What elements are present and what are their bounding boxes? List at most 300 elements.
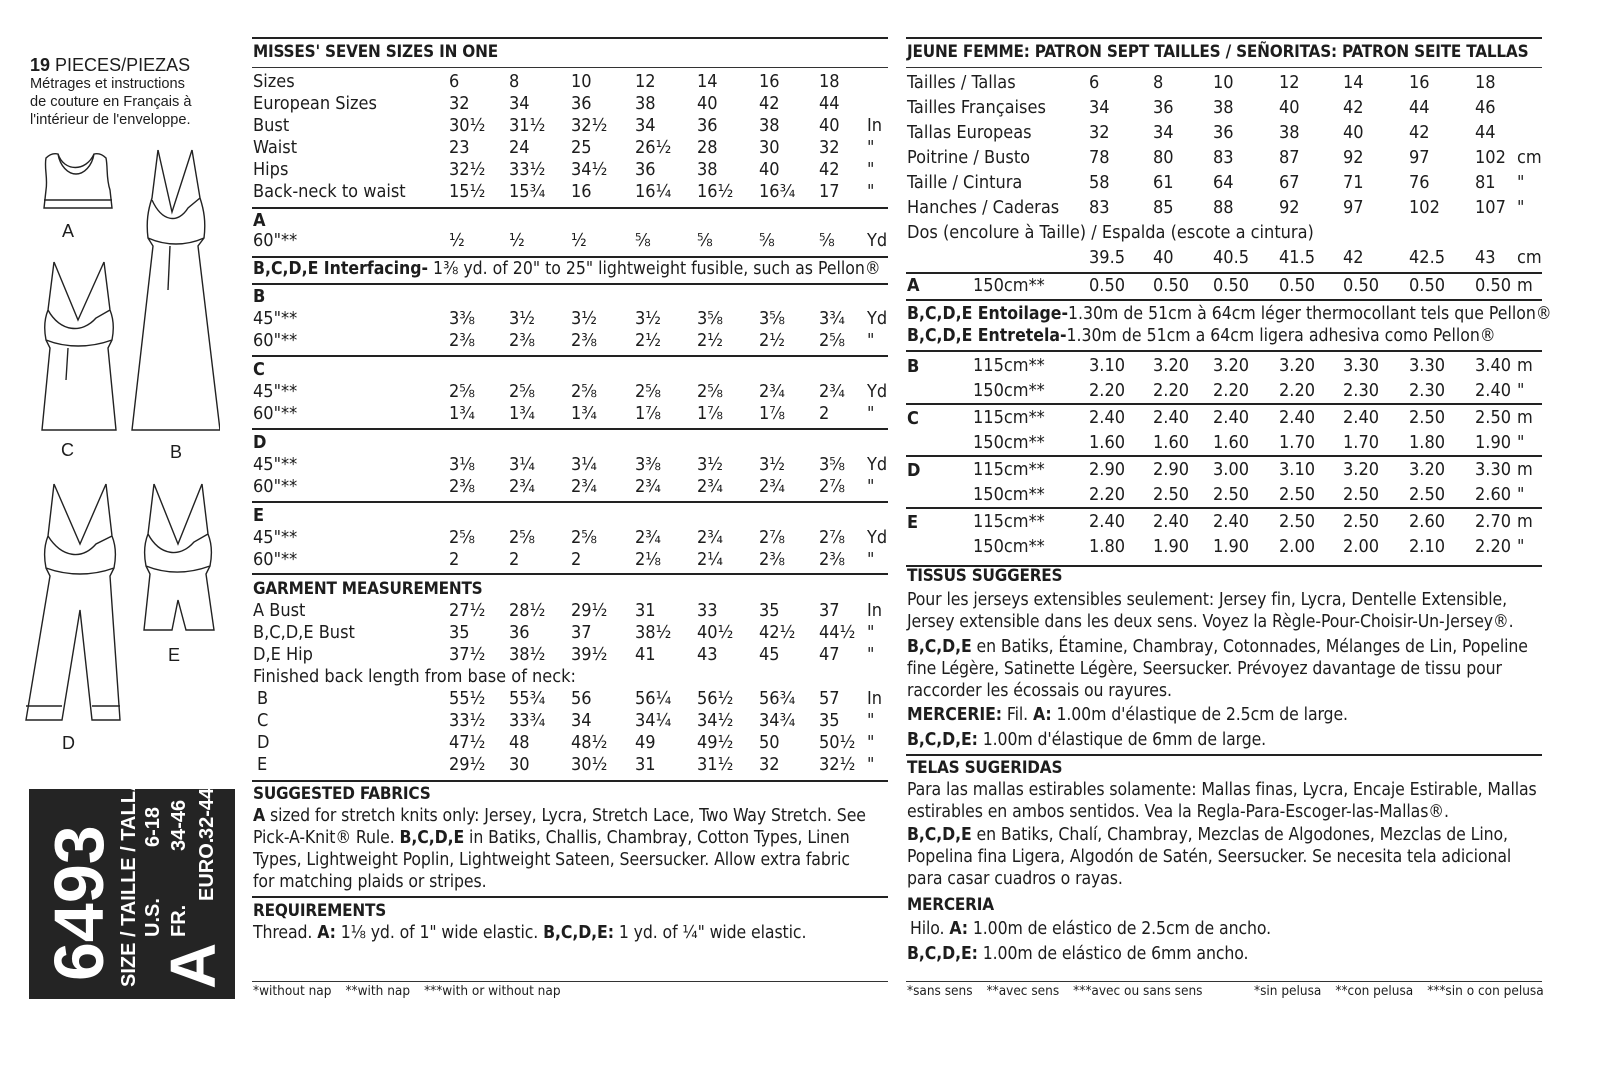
size-value: 2⅜: [449, 330, 475, 351]
size-value: 31½: [509, 115, 546, 136]
size-value: 25: [571, 137, 592, 158]
tissus-p1: Pour les jerseys extensibles seulement: Jersey fin, Lycra, Dentelle Extensible, Jersey extensible dans les deux sens. Voyez la Règle-Pour-Choisir-Un-Jersey®.: [907, 590, 1514, 632]
unit-label: ": [1517, 380, 1525, 401]
size-value: 43: [1475, 247, 1496, 268]
taille-row: [907, 72, 1543, 94]
size-value: 2⅜: [819, 549, 845, 570]
size-value: 2.20: [1153, 380, 1190, 401]
size-value: 33½: [449, 710, 486, 731]
size-value: 0.50: [1343, 275, 1380, 296]
size-box-graphic: [29, 789, 235, 999]
size-value: 2⅝: [509, 527, 535, 548]
dos-row: [907, 247, 1543, 269]
size-value: 8: [1153, 72, 1164, 93]
metrage-row: [907, 459, 1543, 481]
tissus-p2: B,C,D,E en Batiks, Étamine, Chambray, Cotonnades, Mélanges de Lin, Popeline fine Légère, Satinette Légère, Seersucker. Prévoyez davantage de tissu pour raccorder les écossais ou rayures.: [907, 637, 1528, 701]
yardage-row: [253, 454, 889, 476]
unit-label: ": [1517, 197, 1525, 218]
rule: [252, 896, 888, 898]
size-value: 102: [1475, 147, 1506, 168]
dos-label: [907, 222, 1543, 244]
size-value: ½: [449, 230, 465, 251]
size-value: 3.10: [1089, 355, 1126, 376]
size-value: 97: [1409, 147, 1430, 168]
size-row: [253, 93, 889, 115]
size-value: 3.10: [1279, 459, 1316, 480]
size-value: 2⅜: [509, 330, 535, 351]
size-value: 2.40: [1089, 407, 1126, 428]
finished-length-row: [253, 754, 889, 776]
fabric-width: 115cm**: [973, 459, 1045, 480]
finished-length-row: [253, 710, 889, 732]
size-value: 16: [571, 181, 592, 202]
metrage-row: [907, 536, 1543, 558]
size-value: 2¾: [697, 476, 723, 497]
figure-label-d: D: [62, 733, 75, 753]
size-value: 2⅝: [449, 381, 475, 402]
size-value: 2¾: [635, 527, 661, 548]
size-value: 35: [449, 622, 470, 643]
size-value: 3.00: [1213, 459, 1250, 480]
size-value: 34: [635, 115, 656, 136]
size-value: 0.50: [1279, 275, 1316, 296]
size-value: 46: [1475, 97, 1496, 118]
merceria-line: Hilo. A: 1.00m de elástico de 2.5cm de ancho.: [910, 919, 1272, 939]
size-value: 0.50: [1475, 275, 1512, 296]
unit-label: ": [867, 330, 875, 351]
size-value: 38: [697, 159, 718, 180]
size-value: ½: [509, 230, 525, 251]
merceria-title: MERCERIA: [907, 895, 994, 915]
yardage-row: [253, 549, 889, 571]
size-value: 45: [759, 644, 780, 665]
size-value: 1¾: [509, 403, 535, 424]
size-value: 1.90: [1213, 536, 1250, 557]
size-value: 2¾: [759, 381, 785, 402]
size-value: 71: [1343, 172, 1364, 193]
unit-label: m: [1517, 275, 1533, 296]
size-value: 2⅝: [449, 527, 475, 548]
row-label: B: [257, 688, 269, 709]
unit-label: In: [867, 600, 883, 621]
size-value: 56: [571, 688, 592, 709]
unit-label: ": [1517, 536, 1525, 557]
unit-label: In: [867, 688, 883, 709]
size-value: 1⅞: [635, 403, 661, 424]
rule: [906, 981, 1542, 982]
size-value: 3.20: [1213, 355, 1250, 376]
size-value: 38: [635, 93, 656, 114]
metrage-row: [907, 407, 1543, 429]
size-value: 36: [1213, 122, 1234, 143]
size-value: 10: [1213, 72, 1234, 93]
euro-range: 32-44: [196, 789, 218, 839]
french-instructions-note: Métrages et instructions de couture en Français à l'intérieur de l'enveloppe.: [30, 76, 192, 128]
size-value: 88: [1213, 197, 1234, 218]
size-value: 32: [819, 137, 840, 158]
yardage-row: [253, 308, 889, 330]
row-label: 45"**: [253, 454, 298, 475]
size-value: 2.90: [1153, 459, 1190, 480]
size-value: 37: [819, 600, 840, 621]
view-label-text: E: [253, 505, 265, 526]
row-label: 60"**: [253, 330, 298, 351]
size-value: 39½: [571, 644, 608, 665]
size-value: 3½: [571, 308, 597, 329]
unit-label: Yd: [867, 527, 888, 548]
view-a-illustration: [44, 154, 112, 208]
size-value: 1.90: [1153, 536, 1190, 557]
rule: [906, 507, 1542, 509]
size-value: 1.60: [1153, 432, 1190, 453]
garment-measurements-table: [253, 600, 889, 780]
metrage-row: [907, 275, 1543, 297]
size-value: 3½: [635, 308, 661, 329]
size-value: 2.40: [1213, 407, 1250, 428]
size-value: 2.50: [1409, 407, 1446, 428]
view-c-illustration: [42, 262, 116, 430]
size-value: 15¾: [509, 181, 546, 202]
size-value: 42: [1409, 122, 1430, 143]
yardage-row: [253, 403, 889, 425]
row-label: Back-neck to waist: [253, 181, 406, 202]
size-value: 49: [635, 732, 656, 753]
rule: [906, 299, 1542, 301]
unit-label: ": [1517, 172, 1525, 193]
size-value: 2⅜: [449, 476, 475, 497]
size-value: 2⅞: [819, 527, 845, 548]
size-value: 2: [819, 403, 830, 424]
view-label: [253, 505, 889, 527]
size-value: 16¼: [635, 181, 672, 202]
figure-label-b: B: [170, 442, 183, 462]
size-value: 36: [1153, 97, 1174, 118]
unit-label: ": [867, 137, 875, 158]
rule: [252, 207, 888, 209]
rule: [906, 403, 1542, 405]
unit-label: Yd: [867, 308, 888, 329]
size-value: 29½: [571, 600, 608, 621]
yardage-row: [253, 381, 889, 403]
size-value: 92: [1343, 147, 1364, 168]
requirements-text: Thread. A: 1⅛ yd. of 1" wide elastic. B,C,D,E: 1 yd. of ¼" wide elastic.: [253, 923, 807, 943]
size-value: 29½: [449, 754, 486, 775]
size-value: 40: [697, 93, 718, 114]
metrage-row: [907, 484, 1543, 506]
rule: [252, 780, 888, 782]
unit-label: ": [867, 181, 875, 202]
suggested-fabrics-text: A sized for stretch knits only: Jersey, Lycra, Stretch Lace, Two Way Stretch. See Pick-A-Knit® Rule. B,C,D,E in Batiks, Challis, Chambray, Cotton Types, Linen Types, Lightweight Poplin, Lightweight Sateen, Seersucker. Allow extra fabric for matching plaids or stripes.: [253, 806, 866, 892]
size-value: 2.50: [1343, 511, 1380, 532]
row-label: Taille / Cintura: [907, 172, 1023, 193]
rule: [906, 455, 1542, 457]
size-value: 44: [819, 93, 840, 114]
size-value: 2⅞: [759, 527, 785, 548]
unit-label: Yd: [867, 230, 888, 251]
size-value: 44: [1475, 122, 1496, 143]
footnotes-fr: *sans sens **avec sens ***avec ou sans sens: [907, 983, 1203, 999]
size-value: 2.40: [1279, 407, 1316, 428]
row-label: Hips: [253, 159, 289, 180]
garment-measurements-title: GARMENT MEASUREMENTS: [253, 579, 483, 599]
size-label: SIZE / TAILLE / TALLA: [118, 789, 140, 987]
rule: [906, 37, 1542, 39]
size-value: 3½: [759, 454, 785, 475]
requirements-title: REQUIREMENTS: [253, 901, 387, 921]
size-value: 3⅜: [449, 308, 475, 329]
view-e-illustration: [144, 484, 214, 630]
size-value: 41.5: [1279, 247, 1316, 268]
rule: [906, 67, 1542, 68]
size-value: 17: [819, 181, 840, 202]
row-label: B,C,D,E Bust: [253, 622, 355, 643]
size-value: 1.60: [1213, 432, 1250, 453]
finished-length-row: [253, 688, 889, 710]
unit-label: Yd: [867, 454, 888, 475]
size-value: 44: [1409, 97, 1430, 118]
size-value: 16½: [697, 181, 734, 202]
unit-label: ": [867, 710, 875, 731]
size-value: 2⅝: [697, 381, 723, 402]
view-label-text: B: [253, 286, 266, 307]
size-value: 2: [449, 549, 460, 570]
size-value: 1.80: [1089, 536, 1126, 557]
row-label: 45"**: [253, 381, 298, 402]
size-value: 3.30: [1409, 355, 1446, 376]
size-value: 2.20: [1089, 484, 1126, 505]
size-value: 37: [571, 622, 592, 643]
size-value: 34: [1089, 97, 1110, 118]
size-value: 32: [759, 754, 780, 775]
size-value: 41: [635, 644, 656, 665]
size-value: 2¾: [819, 381, 845, 402]
size-value: 47: [819, 644, 840, 665]
size-value: 2.20: [1279, 380, 1316, 401]
size-value: 2.20: [1475, 536, 1512, 557]
fabric-width: 150cm**: [973, 432, 1045, 453]
size-value: 3¾: [819, 308, 845, 329]
row-label: 60"**: [253, 476, 298, 497]
view-label-text: B: [907, 356, 920, 377]
unit-label: m: [1517, 511, 1533, 532]
size-value: ⅝: [759, 230, 775, 251]
size-value: 44½: [819, 622, 856, 643]
size-value: 33¾: [509, 710, 546, 731]
size-value: 107: [1475, 197, 1506, 218]
row-label: Tallas Europeas: [907, 122, 1032, 143]
size-value: 2.50: [1153, 484, 1190, 505]
row-label: Tailles Françaises: [907, 97, 1046, 118]
size-value: 2: [509, 549, 520, 570]
row-label: 60"**: [253, 230, 298, 251]
size-value: 2⅜: [759, 549, 785, 570]
rule: [252, 355, 888, 357]
size-value: 1⅞: [697, 403, 723, 424]
rule: [252, 428, 888, 430]
view-a-metrage: [907, 274, 1543, 298]
size-value: 38½: [509, 644, 546, 665]
size-value: 40: [1279, 97, 1300, 118]
size-value: 2¾: [759, 476, 785, 497]
size-value: 0.50: [1213, 275, 1250, 296]
view-label: [253, 286, 889, 308]
unit-label: ": [867, 754, 875, 775]
size-value: 28½: [509, 600, 546, 621]
footnotes-en: *without nap **with nap ***with or without nap: [253, 983, 561, 999]
size-value: 40: [1343, 122, 1364, 143]
size-value: 2.30: [1343, 380, 1380, 401]
fr-label: FR.: [168, 904, 190, 937]
unit-label: m: [1517, 355, 1533, 376]
size-value: 56¾: [759, 688, 796, 709]
size-value: 67: [1279, 172, 1300, 193]
size-value: 34½: [697, 710, 734, 731]
size-value: 1.70: [1343, 432, 1380, 453]
view-label: [253, 432, 889, 454]
garment-row: [253, 622, 889, 644]
size-value: 2⅞: [819, 476, 845, 497]
size-value: 3⅛: [449, 454, 475, 475]
size-value: 0.50: [1089, 275, 1126, 296]
size-value: 24: [509, 137, 530, 158]
row-label: E: [257, 754, 268, 775]
size-value: 23: [449, 137, 470, 158]
garment-row: [253, 644, 889, 666]
yardage-row: [253, 330, 889, 352]
size-value: 97: [1343, 197, 1364, 218]
row-label: D,E Hip: [253, 644, 313, 665]
interfacing-line: B,C,D,E Interfacing- 1⅜ yd. of 20" to 25" lightweight fusible, such as Pellon®: [253, 259, 881, 279]
telas-p1: Para las mallas estirables solamente: Mallas finas, Lycra, Encaje Estirable, Mallas estirables en ambos sentidos. Vea la Regla-Para-Escoger-las-Mallas®.: [907, 780, 1537, 822]
size-value: 2¾: [509, 476, 535, 497]
mercerie-line: MERCERIE: Fil. A: 1.00m d'élastique de 2.5cm de large.: [907, 705, 1348, 725]
body-measurements-table: [253, 71, 889, 203]
unit-label: ": [1517, 432, 1525, 453]
size-value: 87: [1279, 147, 1300, 168]
size-value: 2.70: [1475, 511, 1512, 532]
size-value: 80: [1153, 147, 1174, 168]
telas-sugeridas-title: TELAS SUGERIDAS: [907, 758, 1063, 778]
mercerie-line-2: B,C,D,E: 1.00m d'élastique de 6mm de large.: [907, 730, 1267, 750]
size-value: 3⅝: [819, 454, 845, 475]
size-box: [29, 789, 235, 999]
metrage-row: [907, 432, 1543, 454]
size-value: 2.60: [1409, 511, 1446, 532]
fabric-width: 150cm**: [973, 380, 1045, 401]
size-value: 14: [1343, 72, 1364, 93]
unit-label: ": [867, 622, 875, 643]
size-value: 36: [635, 159, 656, 180]
size-value: 27½: [449, 600, 486, 621]
row-label: Tailles / Tallas: [907, 72, 1016, 93]
size-value: 42: [819, 159, 840, 180]
row-label: Sizes: [253, 71, 295, 92]
fabric-width: 150cm**: [973, 484, 1045, 505]
fr-range: 34-46: [168, 799, 190, 851]
size-value: 38½: [635, 622, 672, 643]
size-value: 2.50: [1475, 407, 1512, 428]
size-value: 3⅝: [759, 308, 785, 329]
size-value: 2¾: [635, 476, 661, 497]
row-label: Hanches / Caderas: [907, 197, 1060, 218]
size-value: 2.50: [1409, 484, 1446, 505]
metrage-row: [907, 355, 1543, 377]
size-row: [253, 159, 889, 181]
size-value: 31: [635, 754, 656, 775]
size-value: 102: [1409, 197, 1440, 218]
yardage-row: [253, 476, 889, 498]
size-value: 32: [1089, 122, 1110, 143]
size-value: 3.30: [1475, 459, 1512, 480]
size-value: 2⅝: [509, 381, 535, 402]
size-value: 10: [571, 71, 592, 92]
size-value: 18: [819, 71, 840, 92]
size-value: ⅝: [697, 230, 713, 251]
size-value: 34: [571, 710, 592, 731]
size-value: 2⅛: [635, 549, 661, 570]
size-value: 3.30: [1343, 355, 1380, 376]
size-value: 56½: [697, 688, 734, 709]
size-value: ½: [571, 230, 587, 251]
size-value: ⅝: [635, 230, 651, 251]
row-label: A Bust: [253, 600, 306, 621]
unit-label: ": [867, 476, 875, 497]
fabric-width: 115cm**: [973, 511, 1045, 532]
rule: [906, 350, 1542, 352]
size-value: 30½: [571, 754, 608, 775]
size-value: 40½: [697, 622, 734, 643]
size-value: 12: [635, 71, 656, 92]
size-value: 38: [759, 115, 780, 136]
size-value: 3¼: [571, 454, 597, 475]
size-value: 42.5: [1409, 247, 1446, 268]
size-value: 2⅝: [819, 330, 845, 351]
row-label: C: [257, 710, 269, 731]
size-value: 1.70: [1279, 432, 1316, 453]
row-label: D: [257, 732, 270, 753]
view-label-text: C: [253, 359, 265, 380]
size-value: 16: [759, 71, 780, 92]
row-label: 45"**: [253, 308, 298, 329]
size-value: 50: [759, 732, 780, 753]
view-label: A: [907, 275, 920, 296]
size-value: 36: [571, 93, 592, 114]
size-value: 16: [1409, 72, 1430, 93]
size-value: 3½: [509, 308, 535, 329]
figure-label-c: C: [61, 440, 74, 460]
size-value: 3.20: [1409, 459, 1446, 480]
size-value: 50½: [819, 732, 856, 753]
yardage-row: [253, 527, 889, 549]
size-value: 32½: [571, 115, 608, 136]
size-value: 35: [819, 710, 840, 731]
metrage-row: [907, 380, 1543, 402]
size-value: 85: [1153, 197, 1174, 218]
size-value: 57: [819, 688, 840, 709]
us-range: 6-18: [142, 806, 164, 847]
footnotes-es: *sin pelusa **con pelusa ***sin o con pelusa: [1254, 983, 1544, 999]
rule: [252, 573, 888, 575]
size-value: 6: [449, 71, 460, 92]
size-row: [253, 181, 889, 203]
size-value: 1.60: [1089, 432, 1126, 453]
size-value: 61: [1153, 172, 1174, 193]
size-value: 2.00: [1279, 536, 1316, 557]
rule: [252, 501, 888, 503]
view-label-text: A: [253, 210, 266, 231]
size-value: 16¾: [759, 181, 796, 202]
size-value: 28: [697, 137, 718, 158]
